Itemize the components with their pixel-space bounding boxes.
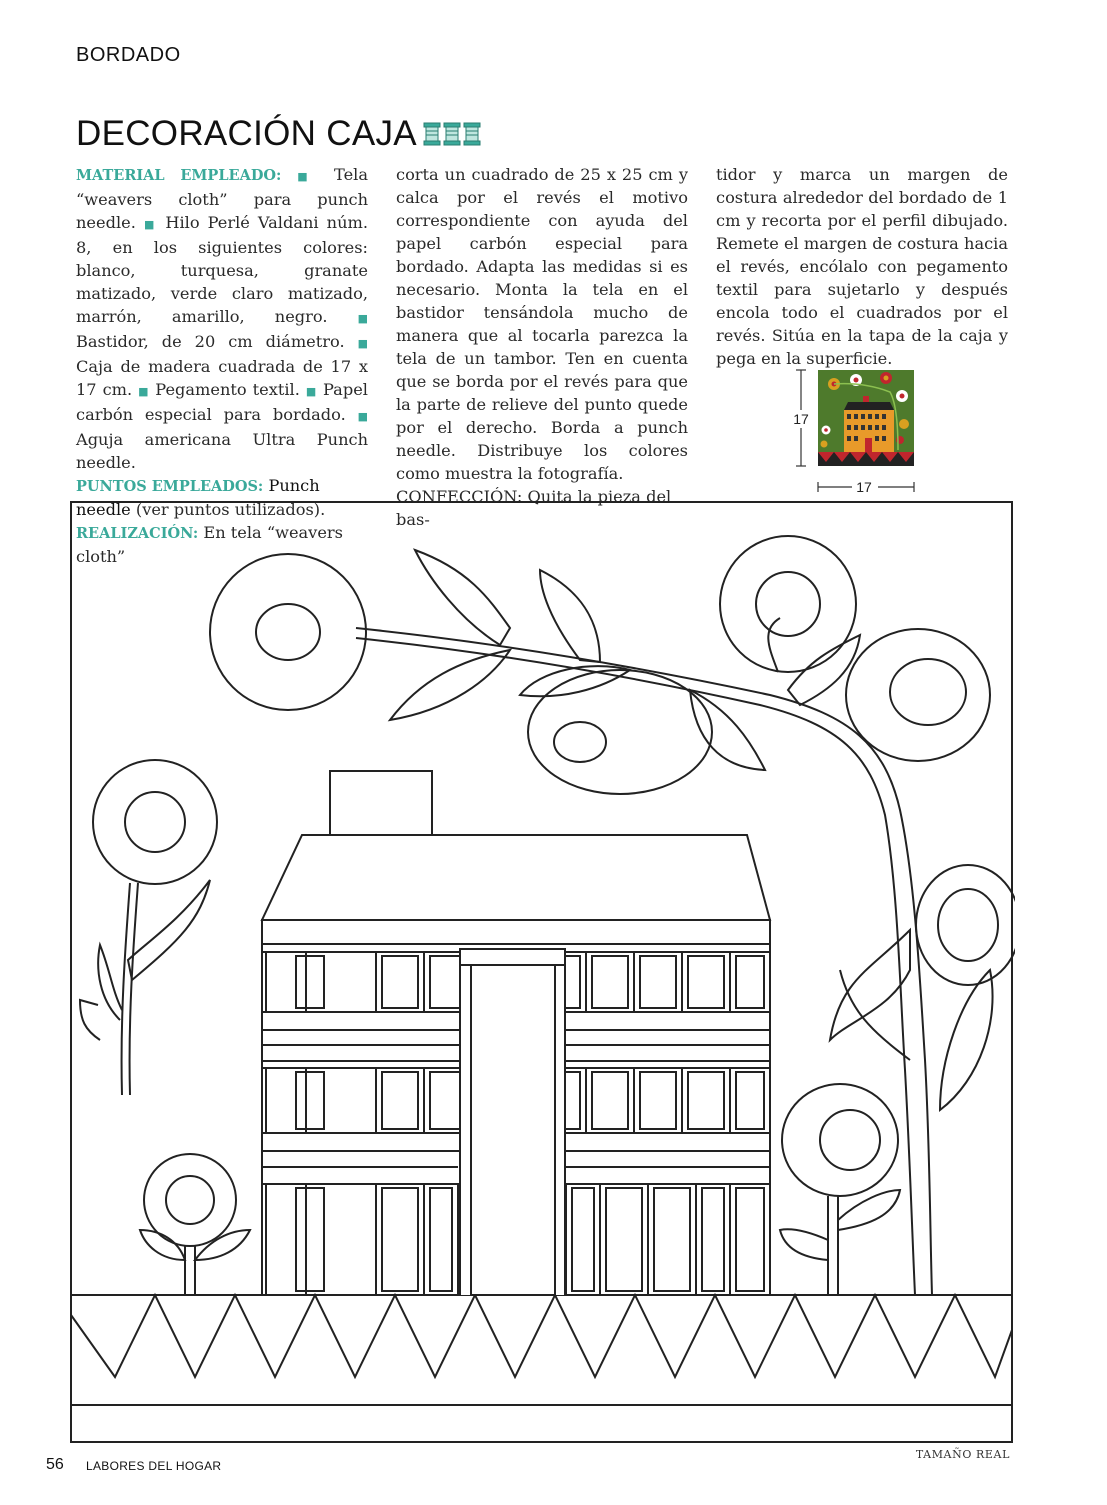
thread-spool-icon — [463, 122, 481, 146]
finishing-text: tidor y marca un margen de costura alrededor del bordado de 1 cm y recorta por el perfil dibujado. Remete el margen de costura hacia el revés, encólalo con pegamento textil para sujetarlo y después encola todo el cuadrados por el revés. Sitúa en la tapa de la caja y pega en la superficie. — [716, 165, 1008, 368]
material-item: Pegamento textil. — [155, 380, 300, 399]
material-item: Tela “weavers cloth” para punch needle. — [76, 165, 368, 232]
size-note: TAMAÑO REAL — [915, 1448, 1010, 1461]
confeccion-text: CONFECCIÓN: Quita la pieza del bas- — [396, 487, 672, 529]
page-title — [76, 114, 481, 154]
thread-spool-icon — [443, 122, 461, 146]
section-label: BORDADO — [76, 44, 181, 66]
puntos-label: PUNTOS EMPLEADOS: — [76, 478, 264, 495]
height-dimension: 17 — [794, 411, 809, 427]
instructions-text: corta un cuadrado de 25 x 25 cm y calca por el revés el motivo correspondiente con ayuda del papel carbón especial para bordado. Adapta las medidas si es necesario. Monta la tela en el bastidor tensándola mucho de manera que al tocarla parezca la tela de un tambor. Ten en cuenta que se borda por el revés para que la parte de relieve del punto quede por el derecho. Borda a punch needle. Distribuye los colores como muestra la fotografía. — [396, 165, 688, 483]
column-materials: MATERIAL EMPLEADO: ■ Tela “weavers cloth” para punch needle. ■ Hilo Perlé Valdani núm. 8, en los siguientes colores: blanco, turquesa, granate matizado, verde claro matizado, marrón, amarillo, negro. ■ Bastidor, de 20 cm diámetro. ■ Caja de madera cuadrada de 17 x 17 cm. ■ Pegamento textil. ■ Papel carbón especial para bordado. ■ Aguja americana Ultra Punch needle. PUNTOS EMPLEADOS: Punch needle (ver puntos utilizados). REALIZACIÓN: En tela “weavers cloth” — [76, 165, 368, 566]
material-label: MATERIAL EMPLEADO: — [76, 167, 282, 184]
column-instructions — [396, 163, 688, 531]
embroidery-pattern — [70, 500, 1015, 1449]
material-item: Papel carbón especial para bordado. — [76, 380, 368, 424]
spool-icons — [423, 122, 481, 146]
realizacion-label: REALIZACIÓN: — [76, 525, 199, 542]
material-item: Aguja americana Ultra Punch needle. — [76, 430, 368, 472]
realizacion-text: En tela “weavers cloth” — [76, 523, 343, 566]
thread-spool-icon — [423, 122, 441, 146]
puntos-text: (ver puntos utilizados). — [135, 500, 326, 519]
material-item: Caja de madera cuadrada de 17 x 17 cm. — [76, 357, 368, 399]
title-text: DECORACIÓN CAJA — [76, 114, 417, 153]
magazine-name: LABORES DEL HOGAR — [86, 1459, 222, 1473]
material-item: Bastidor, de 20 cm diámetro. — [76, 332, 345, 351]
width-dimension: 17 — [856, 479, 872, 495]
column-finishing — [716, 163, 1008, 370]
puntos-highlight: Punch needle — [76, 476, 320, 519]
finished-thumbnail — [794, 366, 924, 500]
material-item: Hilo Perlé Valdani núm. 8, en los siguientes colores: blanco, turquesa, granate matizado, verde claro matizado, marrón, amarillo, negro. — [76, 213, 368, 326]
page-number: 56 — [46, 1456, 64, 1473]
